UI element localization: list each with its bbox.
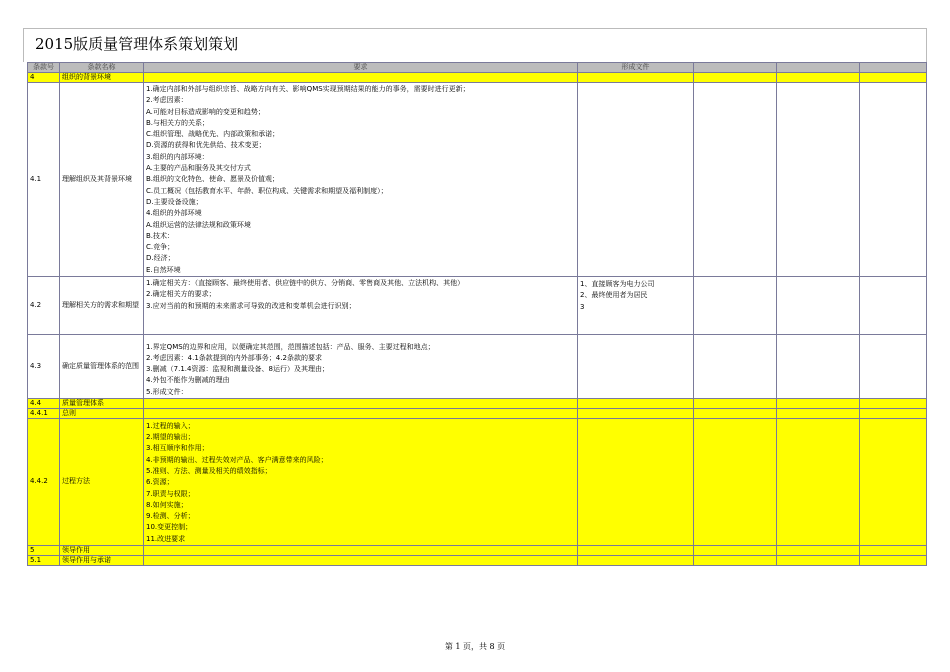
requirement-line: C.竞争；: [146, 243, 175, 252]
requirement-line: 3.应对当前的和预期的未来需求可导致的改进和变革机会进行识别；: [146, 301, 356, 310]
requirement-line: 4.非预期的输出、过程失效对产品、客户满意带来的风险；: [146, 455, 328, 464]
requirement-line: 8.如何实施；: [146, 500, 188, 509]
requirement-line: E.自然环境: [146, 265, 181, 274]
requirement-line: 2.考虑因素：: [146, 96, 188, 105]
clause-name: 领导作用与承诺: [60, 556, 144, 566]
requirement-line: 6.资源；: [146, 478, 174, 487]
table-row: [28, 335, 927, 399]
requirement-line: C.组织管理、战略优先、内部政策和承诺；: [146, 130, 280, 139]
requirement-line: 1.确定内部和外部与组织宗旨、战略方向有关、影响QMS实现预期结果的能力的事务，需要时进行更新；: [146, 85, 470, 93]
clause-name: 理解相关方的需求和期望: [60, 277, 144, 335]
documentation-cell: [578, 277, 694, 335]
requirement-line: D.经济；: [146, 254, 175, 263]
requirement-line: 1.过程的输入；: [146, 421, 195, 430]
clause-name: 总则: [60, 409, 144, 419]
clause-no: 4.4.1: [28, 409, 60, 419]
table-row: [28, 546, 927, 556]
table-row: [28, 277, 927, 335]
requirement-line: 10.变更控制；: [146, 523, 193, 532]
requirement-line: D.资源的获得和优先供给、技术变更；: [146, 141, 266, 150]
requirement-line: 3.组织的内部环境：: [146, 152, 209, 161]
planning-table: [27, 62, 927, 566]
col-header-blank: [694, 63, 777, 73]
requirement-line: 5.准则、方法、测量及相关的绩效指标；: [146, 466, 272, 475]
requirement-line: 2.考虑因素：4.1条款提到的内外部事务；4.2条款的要求: [146, 353, 322, 362]
clause-no: 4.4: [28, 399, 60, 409]
requirement-line: 9.检测、分析；: [146, 512, 195, 521]
requirement-line: B.与相关方的关系；: [146, 118, 210, 127]
document-title: 2015版质量管理体系策划策划: [35, 35, 239, 53]
requirement-line: 1.确定相关方：（直接顾客、最终使用者、供应链中的供方、分销商、零售商及其他、立法机构、其他）: [146, 279, 465, 288]
requirement-line: 2.期望的输出；: [146, 433, 195, 442]
requirement-line: A.组织运营的法律法规和政策环境: [146, 220, 251, 229]
documentation-line: 3: [580, 302, 585, 311]
requirement-line: 5.形成文件：: [146, 387, 188, 396]
col-header-documentation: 形成文件: [578, 63, 694, 73]
documentation-line: 1、直接顾客为电力公司: [580, 280, 655, 289]
requirement-line: B.技术：: [146, 231, 175, 240]
clause-no: 4: [28, 73, 60, 83]
requirement-line: C.员工概况（包括教育水平、年龄、职位构成、关键需求和期望及福利制度）；: [146, 186, 388, 195]
requirement-cell: [144, 335, 578, 399]
col-header-blank: [777, 63, 860, 73]
col-header-clause-no: 条款号: [28, 63, 60, 73]
requirement-cell: [144, 83, 578, 277]
requirement-line: 3.删减（7.1.4资源：监视和测量设备、8运行）及其理由；: [146, 365, 329, 374]
clause-no: 4.3: [28, 335, 60, 399]
requirement-line: B.组织的文化特色、使命、愿景及价值观；: [146, 175, 280, 184]
table-row: [28, 73, 927, 83]
clause-no: 5: [28, 546, 60, 556]
col-header-clause-name: 条款名称: [60, 63, 144, 73]
clause-name: 过程方法: [60, 419, 144, 546]
header-row: [28, 63, 927, 73]
clause-no: 4.2: [28, 277, 60, 335]
table-row: [28, 556, 927, 566]
clause-name: 组织的背景环境: [60, 73, 144, 83]
requirement-line: 4.组织的外部环境: [146, 209, 202, 218]
col-header-blank: [860, 63, 927, 73]
col-header-requirement: 要求: [144, 63, 578, 73]
requirement-line: 3.相互顺序和作用；: [146, 444, 209, 453]
clause-name: 领导作用: [60, 546, 144, 556]
clause-no: 4.1: [28, 83, 60, 277]
requirement-cell: [144, 277, 578, 335]
table-row: [28, 83, 927, 277]
table-row: [28, 419, 927, 546]
requirement-cell: [144, 419, 578, 546]
table-row: [28, 399, 927, 409]
clause-no: 5.1: [28, 556, 60, 566]
page-number: 第 1 页，共 8 页: [444, 642, 506, 651]
requirement-line: 4.外包不能作为删减的理由: [146, 376, 230, 385]
documentation-line: 2、最终使用者为居民: [580, 291, 648, 300]
requirement-line: 11.改进要求: [146, 534, 186, 543]
requirement-line: A.主要的产品和服务及其交付方式: [146, 164, 251, 173]
clause-name: 质量管理体系: [60, 399, 144, 409]
requirement-line: D.主要设备设施；: [146, 197, 203, 206]
requirement-line: 7.职责与权限；: [146, 489, 195, 498]
requirement-line: A.可能对目标造成影响的变更和趋势；: [146, 107, 265, 116]
clause-no: 4.4.2: [28, 419, 60, 546]
clause-name: 确定质量管理体系的范围: [60, 335, 144, 399]
table-row: [28, 409, 927, 419]
requirement-line: 1.界定QMS的边界和应用，以便确定其范围，范围描述包括：产品、服务、主要过程和地点；: [146, 342, 435, 351]
requirement-line: 2.确定相关方的要求；: [146, 290, 216, 299]
clause-name: 理解组织及其背景环境: [60, 83, 144, 277]
